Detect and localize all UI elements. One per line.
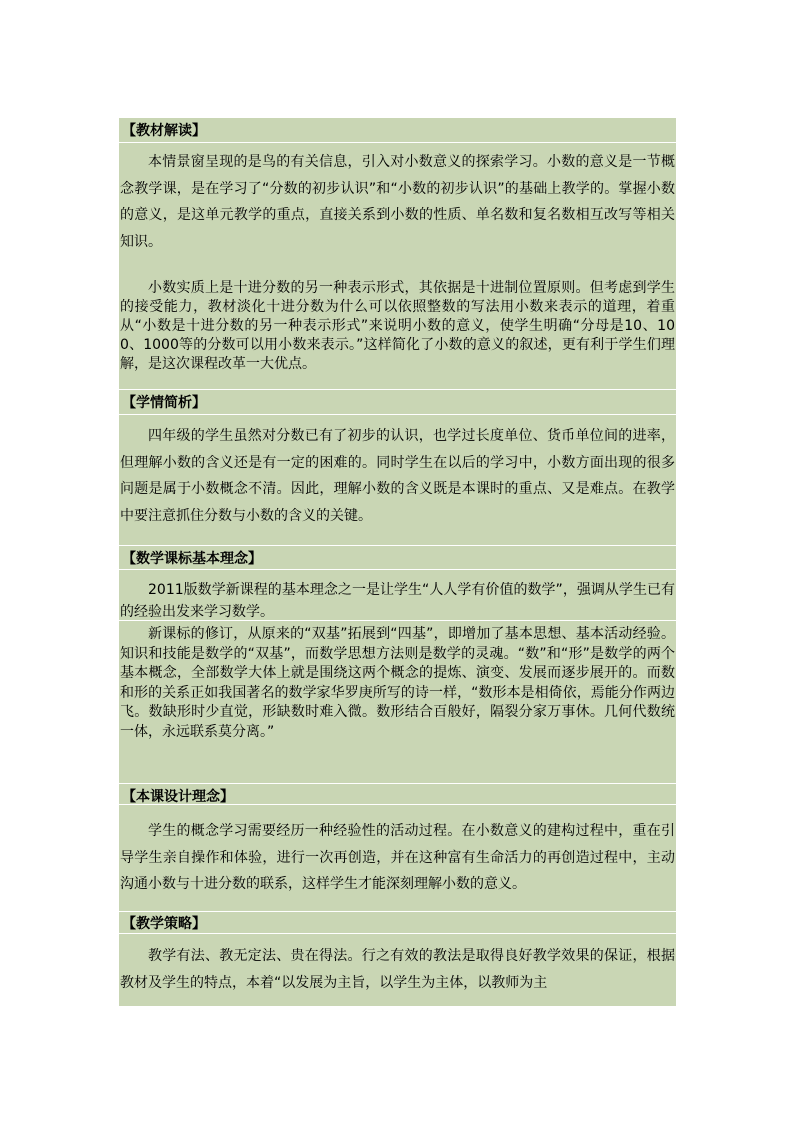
section-heading-curriculum-philosophy: 【数学课标基本理念】: [122, 551, 262, 567]
row-divider: [119, 569, 676, 570]
section-heading-teaching-strategy: 【教学策略】: [122, 916, 206, 932]
section-paragraph: 新课标的修订，从原来的“双基”拓展到“四基”，即增加了基本思想、基本活动经验。知识和技能是数学的“双基”，而数学思想方法则是数学的灵魂。“数”和“形”是数学的两个基本概念，全部数学大体上就是围绕这两个概念的提炼、演变、发展而逐步展开的。而数和形的关系正如我国著名的数学家华罗庚所写的诗一样，“数形本是相倚依，焉能分作两边飞。数缺形时少直觉，形缺数时难入微。数形结合百般好，隔裂分家万事休。几何代数统一体，永远联系莫分离。”: [120, 626, 675, 740]
section-heading-learner-analysis: 【学情简析】: [122, 395, 206, 411]
row-divider: [119, 142, 676, 143]
section-paragraph: 小数实质上是十进分数的另一种表示形式，其依据是十进制位置原则。但考虑到学生的接受能力，教材淡化十进分数为什么可以依照整数的写法用小数来表示的道理，着重从“小数是十进分数的另一种表示形式”来说明小数的意义，使学生明确“分母是10、100、1000等的分数可以用小数来表示。”这样简化了小数的意义的叙述，更有利于学生们理解，是这次课程改革一大优点。: [120, 280, 675, 372]
section-paragraph: 2011版数学新课程的基本理念之一是让学生“人人学有价值的数学”，强调从学生已有的经验出发来学习数学。: [120, 582, 675, 620]
row-divider: [119, 911, 676, 912]
row-divider: [119, 545, 676, 546]
section-paragraph: 学生的概念学习需要经历一种经验性的活动过程。在小数意义的建构过程中，重在引导学生亲自操作和体验，进行一次再创造，并在这种富有生命活力的再创造过程中，主动沟通小数与十进分数的联系，这样学生才能深刻理解小数的意义。: [120, 823, 675, 892]
row-divider: [119, 389, 676, 390]
lesson-document: [119, 118, 676, 1006]
section-paragraph: 教学有法、教无定法、贵在得法。行之有效的教法是取得良好教学效果的保证，根据教材及学生的特点，本着“以发展为主旨，以学生为主体，以教师为主: [120, 948, 675, 991]
section-paragraph: 四年级的学生虽然对分数已有了初步的认识，也学过长度单位、货币单位间的进率，但理解小数的含义还是有一定的困难的。同时学生在以后的学习中，小数方面出现的很多问题是属于小数概念不清。因此，理解小数的含义既是本课时的重点、又是难点。在教学中要注意抓住分数与小数的含义的关键。: [120, 428, 675, 524]
row-divider: [119, 783, 676, 784]
section-heading-lesson-design: 【本课设计理念】: [122, 789, 234, 805]
row-divider: [119, 414, 676, 415]
row-divider: [119, 933, 676, 934]
section-heading-textbook-reading: 【教材解读】: [122, 123, 206, 139]
section-paragraph: 本情景窗呈现的是鸟的有关信息，引入对小数意义的探索学习。小数的意义是一节概念教学课，是在学习了“分数的初步认识”和“小数的初步认识”的基础上教学的。掌握小数的意义，是这单元教学的重点，直接关系到小数的性质、单名数和复名数相互改写等相关知识。: [120, 154, 675, 250]
